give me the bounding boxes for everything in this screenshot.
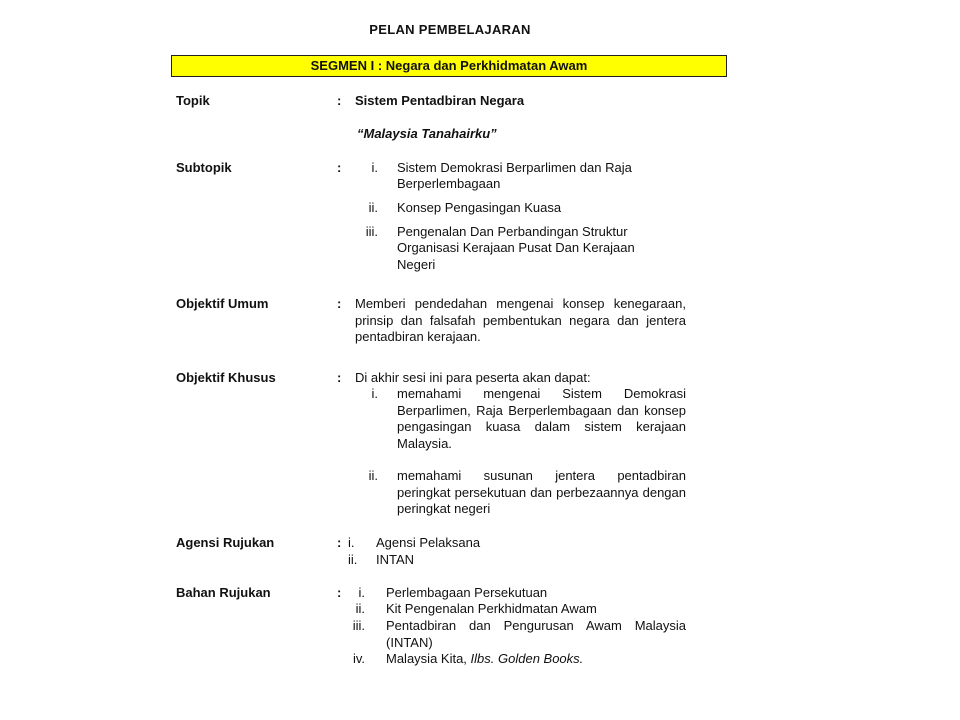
bahan-rujukan-num: ii. — [355, 601, 365, 616]
objektif-khusus-num: ii. — [368, 468, 378, 483]
subtopik-line: Pengenalan Dan Perbandingan Struktur — [397, 224, 628, 239]
page-title: PELAN PEMBELAJARAN — [369, 22, 531, 37]
subtopik-num: iii. — [365, 224, 378, 239]
topik-quote: “Malaysia Tanahairku” — [357, 126, 497, 141]
bahan-rujukan-num: iii. — [352, 618, 365, 633]
subtopik-num: ii. — [368, 200, 378, 215]
objektif-khusus-intro: Di akhir sesi ini para peserta akan dapat: — [355, 370, 591, 385]
subtopik-line: Sistem Demokrasi Berparlimen dan Raja — [397, 160, 632, 175]
bahan-rujukan-item — [386, 651, 583, 668]
topik-label: Topik — [176, 93, 210, 108]
bahan-rujukan-colon: : — [337, 585, 342, 600]
segment-banner: SEGMEN I : Negara dan Perkhidmatan Awam — [171, 55, 727, 77]
agensi-rujukan-label: Agensi Rujukan — [176, 535, 275, 550]
subtopik-num: i. — [371, 160, 378, 175]
subtopik-line: Negeri — [397, 257, 436, 272]
subtopik-line: Konsep Pengasingan Kuasa — [397, 200, 562, 215]
agensi-rujukan-num: ii. — [348, 552, 358, 567]
bahan-rujukan-num: iv. — [352, 651, 365, 666]
bahan-rujukan-item: Perlembagaan Persekutuan — [386, 585, 548, 600]
objektif-khusus-colon: : — [337, 370, 342, 385]
objektif-khusus-item: memahami mengenai Sistem Demokrasi Berparlimen, Raja Berperlembagaan dan konsep pengasingan kuasa dalam sistem kerajaan Malaysia. — [397, 386, 686, 451]
agensi-rujukan-colon: : — [337, 535, 342, 550]
objektif-khusus-item: memahami susunan jentera pentadbiran peringkat persekutuan dan perbezaannya dengan peringkat negeri — [397, 468, 686, 516]
bahan-rujukan-publisher: Ilbs. Golden Books. — [470, 651, 584, 666]
bahan-rujukan-item: Kit Pengenalan Perkhidmatan Awam — [386, 601, 597, 616]
objektif-khusus-label: Objektif Khusus — [176, 370, 276, 385]
objektif-umum-text: Memberi pendedahan mengenai konsep kenegaraan, prinsip dan falsafah pembentukan negara dan jentera pentadbiran kerajaan. — [355, 296, 686, 344]
objektif-khusus-num: i. — [371, 386, 378, 401]
agensi-rujukan-item: Agensi Pelaksana — [376, 535, 481, 550]
bahan-rujukan-num: i. — [358, 585, 365, 600]
agensi-rujukan-num: i. — [348, 535, 355, 550]
subtopik-line: Organisasi Kerajaan Pusat Dan Kerajaan — [397, 240, 635, 255]
subtopik-label: Subtopik — [176, 160, 232, 175]
subtopik-line: Berperlembagaan — [397, 176, 501, 191]
bahan-rujukan-label: Bahan Rujukan — [176, 585, 271, 600]
agensi-rujukan-item: INTAN — [376, 552, 415, 567]
topik-value: Sistem Pentadbiran Negara — [355, 93, 525, 108]
subtopik-colon: : — [337, 160, 342, 175]
objektif-umum-colon: : — [337, 296, 342, 311]
bahan-rujukan-item: Pentadbiran dan Pengurusan Awam Malaysia (INTAN) — [386, 618, 686, 650]
bahan-rujukan-item-text: Malaysia Kita, — [386, 651, 467, 666]
objektif-umum-label: Objektif Umum — [176, 296, 269, 311]
topik-colon: : — [337, 93, 342, 108]
